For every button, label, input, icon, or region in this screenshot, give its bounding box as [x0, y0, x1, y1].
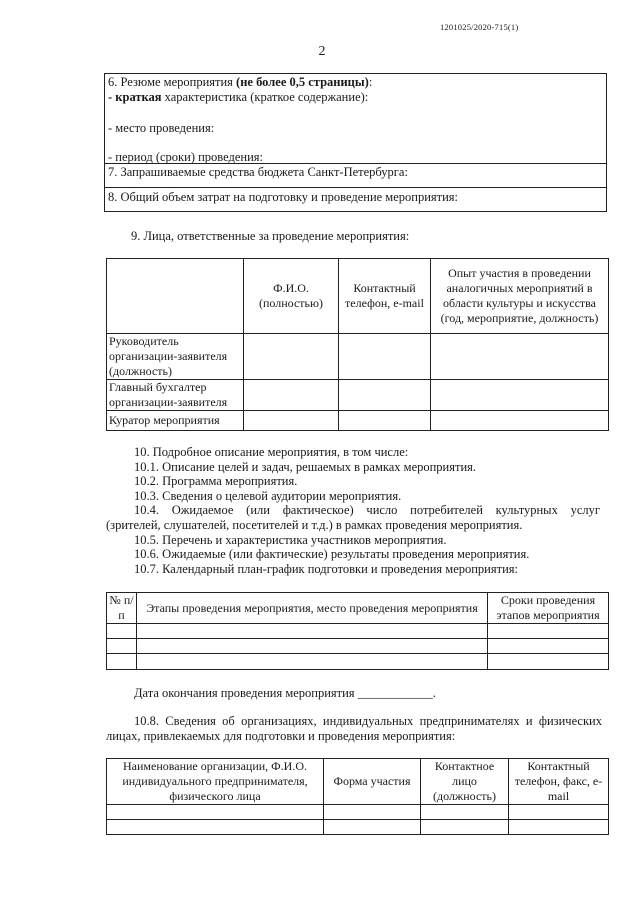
header-cell: Сроки проведения этапов мероприятия	[488, 593, 609, 624]
table-cell	[421, 820, 509, 835]
table-cell	[339, 411, 431, 431]
end-date-line: Дата окончания проведения мероприятия ____________.	[134, 686, 436, 700]
table-cell	[107, 805, 324, 820]
section7-text: 7. Запрашиваемые средства бюджета Санкт-Петербурга:	[108, 165, 408, 179]
divider	[105, 163, 606, 164]
section6-title: 6. Резюме мероприятия (не более 0,5 страницы):	[108, 75, 373, 89]
responsible-persons-table	[106, 258, 609, 431]
table-cell	[107, 820, 324, 835]
table-cell	[431, 411, 609, 431]
divider	[105, 187, 606, 188]
table-cell	[431, 334, 609, 380]
row-label: Руководитель организации-заявителя (должность)	[107, 334, 244, 380]
end-date-blank: ____________.	[357, 686, 436, 700]
section8-text: 8. Общий объем затрат на подготовку и проведение мероприятия:	[108, 190, 459, 204]
table-cell	[488, 624, 609, 639]
section10-8-line2: лицах, привлекаемых для подготовки и проведения мероприятия:	[106, 729, 456, 743]
table-cell	[324, 820, 421, 835]
page-number: 2	[318, 44, 326, 59]
table-cell	[137, 624, 488, 639]
calendar-plan-table	[106, 592, 609, 670]
table-cell	[509, 820, 609, 835]
section10-line: 10.3. Сведения о целевой аудитории мероприятия.	[134, 489, 402, 503]
table-cell	[431, 380, 609, 411]
section10-line: 10.2. Программа мероприятия.	[134, 474, 298, 488]
table-cell	[244, 334, 339, 380]
table-cell	[244, 411, 339, 431]
summary-box	[104, 73, 607, 212]
header-cell-empty	[107, 259, 244, 334]
section10-4-line2: (зрителей, слушателей, посетителей и т.д.) в рамках проведения мероприятия.	[106, 518, 523, 532]
section10-line: 10. Подробное описание мероприятия, в том числе:	[134, 445, 409, 459]
header-cell: Форма участия	[324, 759, 421, 805]
header-cell: Контактный телефон, факс, e-mail	[509, 759, 609, 805]
table-cell	[339, 380, 431, 411]
table-cell	[137, 654, 488, 670]
header-cell: Наименование организации, Ф.И.О. индивидуального предпринимателя, физического лица	[107, 759, 324, 805]
section10-line: 10.5. Перечень и характеристика участников мероприятия.	[134, 533, 447, 547]
table-cell	[137, 639, 488, 654]
section9-heading: 9. Лица, ответственные за проведение мероприятия:	[131, 229, 410, 243]
table-cell	[107, 654, 137, 670]
organizations-table	[106, 758, 609, 835]
table-cell	[488, 639, 609, 654]
row-label: Главный бухгалтер организации-заявителя	[107, 380, 244, 411]
section6-venue: - место проведения:	[108, 121, 215, 135]
table-cell	[324, 805, 421, 820]
section10-8-line1: 10.8. Сведения об организациях, индивидуальных предпринимателях и физических	[134, 714, 602, 728]
section6-period: - период (сроки) проведения:	[108, 150, 264, 164]
table-cell	[421, 805, 509, 820]
table-cell	[107, 639, 137, 654]
table-cell	[488, 654, 609, 670]
section10-line: 10.1. Описание целей и задач, решаемых в рамках мероприятия.	[134, 460, 477, 474]
header-cell: № п/п	[107, 593, 137, 624]
document-code: 1201025/2020-715(1)	[440, 22, 519, 32]
section10-line: 10.6. Ожидаемые (или фактические) результаты проведения мероприятия.	[134, 547, 530, 561]
header-cell: Ф.И.О. (полностью)	[244, 259, 339, 334]
header-cell: Контактный телефон, e-mail	[339, 259, 431, 334]
header-cell: Опыт участия в проведении аналогичных мероприятий в области культуры и искусства (год, мероприятие, должность)	[431, 259, 609, 334]
section10-line: 10.7. Календарный план-график подготовки и проведения мероприятия:	[134, 562, 518, 576]
header-cell: Контактное лицо (должность)	[421, 759, 509, 805]
table-cell	[107, 624, 137, 639]
section10-4-line1: 10.4. Ожидаемое (или фактическое) число потребителей культурных услуг	[134, 503, 600, 517]
table-cell	[339, 334, 431, 380]
row-label: Куратор мероприятия	[107, 411, 244, 431]
table-cell	[509, 805, 609, 820]
section6-brief: - краткая характеристика (краткое содержание):	[108, 90, 369, 104]
header-cell: Этапы проведения мероприятия, место проведения мероприятия	[137, 593, 488, 624]
table-cell	[244, 380, 339, 411]
